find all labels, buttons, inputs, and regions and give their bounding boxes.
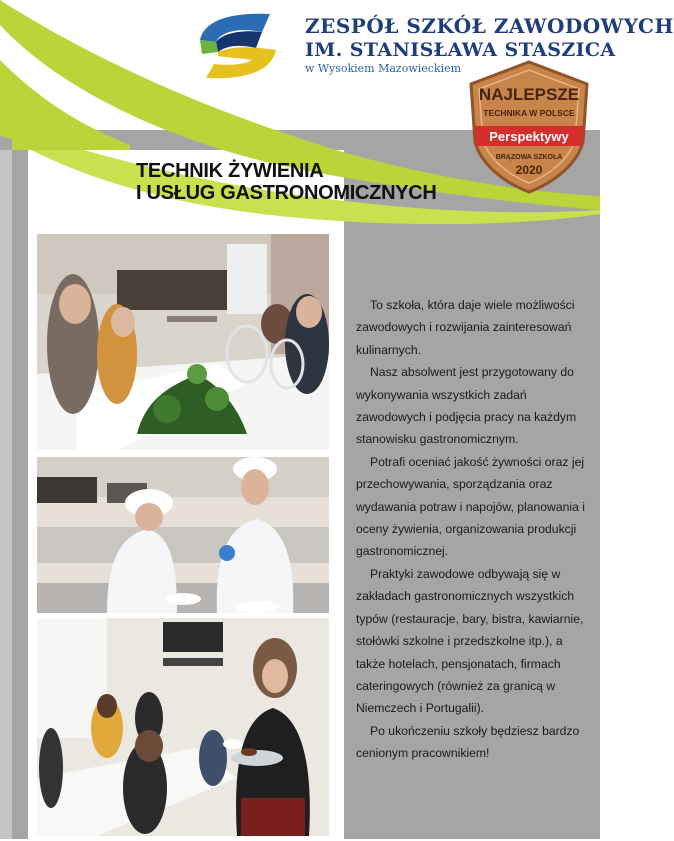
page-title-line2: I USŁUG GASTRONOMICZNYCH [136, 182, 437, 204]
school-logo-icon [192, 10, 284, 84]
school-name [305, 14, 674, 62]
serving-meal-photo [36, 617, 330, 837]
school-name-line1: ZESPÓŁ SZKÓŁ ZAWODOWYCH [305, 14, 674, 38]
paragraph-intro: To szkoła, która daje wiele możliwości zawodowych i rozwijania zainteresowań kulinarnych. [356, 298, 575, 357]
badge-year: 2020 [515, 163, 543, 177]
classroom-table-photo [36, 233, 330, 451]
cooking-class-photo [36, 456, 330, 614]
description-text [356, 294, 586, 765]
badge-award: BRĄZOWA SZKOŁA [495, 154, 563, 161]
badge-line2: TECHNIKA W POLSCE [483, 108, 575, 118]
badge-brand: Perspektywy [489, 129, 569, 144]
badge-line1: NAJLEPSZE [478, 85, 580, 104]
award-badge [463, 60, 595, 194]
paragraph-graduate: Nasz absolwent jest przygotowany do wykonywania wszystkich zadań zawodowych i podjęcia pracy na każdym stanowisku gastronomicznym. [356, 365, 577, 447]
page-title-line1: TECHNIK ŻYWIENIA [136, 160, 324, 182]
paragraph-closing: Po ukończeniu szkoły będziesz bardzo cenionym pracownikiem! [356, 723, 580, 761]
paragraph-internships: Praktyki zawodowe odbywają się w zakładach gastronomicznych wszystkich typów (restauracje, bary, bistra, kawiarnie, stołówki szkolne i przedszkolne itp.), a także hotelach, pensjonatach, firmach cateringowych (również za granicą w Niemczech i Portugalii). [356, 566, 584, 716]
paragraph-skills: Potrafi oceniać jakość żywności oraz jej przechowywania, sporządzania oraz wydawania potraw i napojów, planowania i oceny żywienia, organizowania produkcji gastronomicznej. [356, 454, 585, 559]
left-strip [0, 150, 12, 839]
school-location: w Wysokiem Mazowieckiem [305, 62, 462, 75]
school-name-line2: IM. STANISŁAWA STASZICA [305, 39, 616, 61]
page-title [136, 160, 437, 204]
